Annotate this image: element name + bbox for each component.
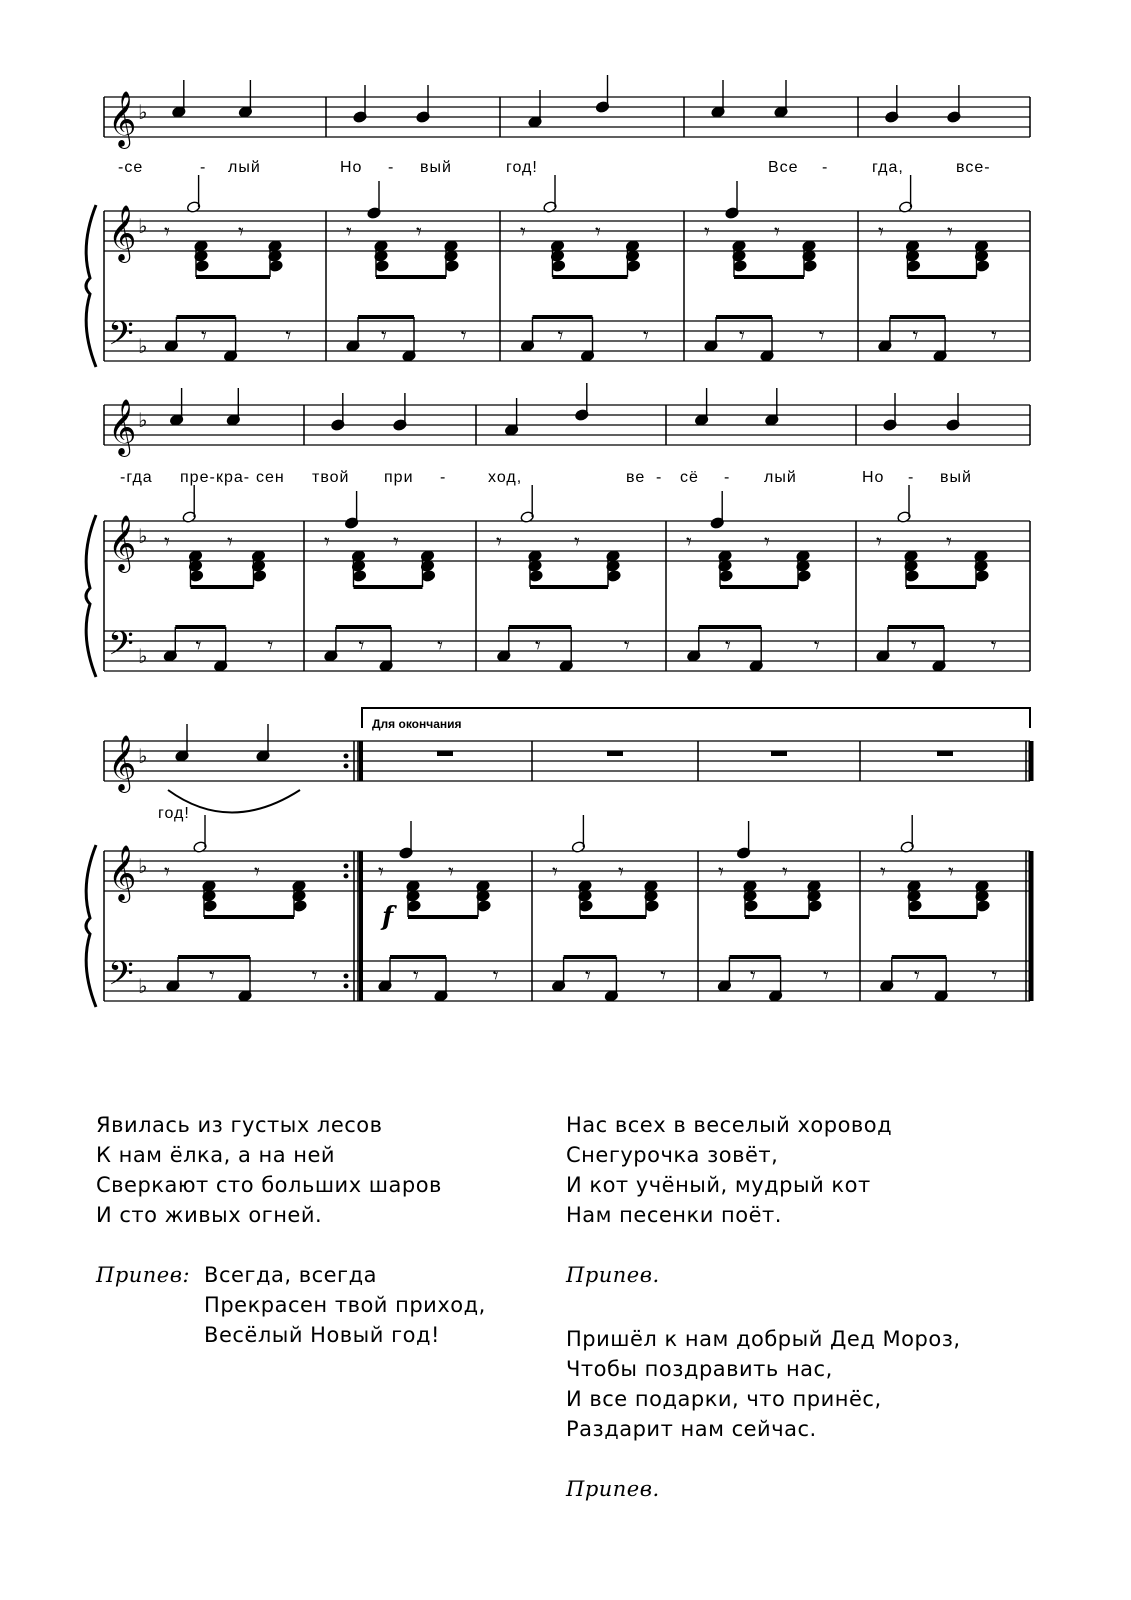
refrain-lines <box>204 1260 486 1350</box>
eighth-rest: 𝄾 <box>574 530 580 555</box>
verse-line: И сто живых огней. <box>96 1203 323 1227</box>
eighth-rest: 𝄾 <box>947 220 953 245</box>
lyric-syllable: Но <box>340 159 363 176</box>
note-head <box>269 260 283 273</box>
lyric-syllable: - <box>440 469 447 486</box>
eighth-rest: 𝄾 <box>876 530 882 555</box>
eighth-rest: 𝄾 <box>718 860 724 885</box>
note-head <box>908 900 922 913</box>
refrain-reference: Припев. <box>566 1477 660 1501</box>
eighth-rest: 𝄾 <box>496 530 502 555</box>
lyric-syllable: - <box>388 159 395 176</box>
note-head <box>189 570 203 583</box>
eighth-rest: 𝄾 <box>990 634 997 659</box>
ending-label: Для окончания <box>372 717 462 731</box>
treble-clef: 𝄞 <box>108 91 137 147</box>
note-head <box>797 570 811 583</box>
lyric-syllable: - <box>656 469 663 486</box>
notes <box>108 75 1030 1002</box>
whole-rest <box>771 751 787 756</box>
note-head <box>645 900 659 913</box>
eighth-rest: 𝄾 <box>822 964 829 989</box>
dynamic-forte: f <box>382 902 394 932</box>
verse-line: Чтобы поздравить нас, <box>566 1357 833 1381</box>
note-head <box>352 570 366 583</box>
note-head <box>906 260 920 273</box>
refrain-reference: Припев. <box>566 1263 660 1287</box>
note-head <box>808 900 822 913</box>
lyric-syllable: лый <box>764 469 797 486</box>
bass-clef: 𝄢 <box>108 625 134 671</box>
eighth-rest: 𝄾 <box>227 530 233 555</box>
note-head <box>551 260 565 273</box>
eighth-rest: 𝄾 <box>492 964 499 989</box>
lyric-syllable: ход, <box>488 469 523 486</box>
lyric-syllable: год! <box>506 159 538 176</box>
verse-line: И кот учёный, мудрый кот <box>566 1173 871 1197</box>
eighth-rest: 𝄾 <box>164 530 170 555</box>
note-head <box>579 900 593 913</box>
verse-line: Явилась из густых лесов <box>96 1113 383 1137</box>
flat-key-signature: ♭ <box>138 100 148 124</box>
lyric-syllable: лый <box>228 159 261 176</box>
lyric-syllable: Но <box>862 469 885 486</box>
flat-key-signature: ♭ <box>138 974 148 998</box>
verse-line: Раздарит нам сейчас. <box>566 1417 817 1441</box>
lyric-syllable: Все <box>768 159 799 176</box>
treble-clef: 𝄞 <box>108 515 137 571</box>
eighth-rest: 𝄾 <box>254 860 260 885</box>
note-head <box>803 260 817 273</box>
eighth-rest: 𝄾 <box>914 964 920 989</box>
eighth-rest: 𝄾 <box>164 220 170 245</box>
flat-key-signature: ♭ <box>138 854 148 878</box>
repeat-dot <box>344 764 349 769</box>
eighth-rest: 𝄾 <box>618 860 624 885</box>
treble-clef: 𝄞 <box>108 205 137 261</box>
eighth-rest: 𝄾 <box>267 634 274 659</box>
note-head <box>252 570 266 583</box>
lyric-syllable: - <box>908 469 915 486</box>
eighth-rest: 𝄾 <box>381 324 387 349</box>
eighth-rest: 𝄾 <box>378 860 384 885</box>
eighth-rest: 𝄾 <box>660 964 667 989</box>
refrain <box>96 1260 486 1350</box>
eighth-rest: 𝄾 <box>164 860 170 885</box>
repeat-dot <box>344 754 349 759</box>
eighth-rest: 𝄾 <box>704 220 710 245</box>
lyric-syllable: - <box>822 159 829 176</box>
note-head <box>477 900 491 913</box>
eighth-rest: 𝄾 <box>520 220 526 245</box>
note-head <box>375 260 389 273</box>
eighth-rest: 𝄾 <box>460 324 467 349</box>
eighth-rest: 𝄾 <box>739 324 745 349</box>
note-head <box>975 260 989 273</box>
note-head <box>293 900 307 913</box>
note-head <box>975 570 989 583</box>
eighth-rest: 𝄾 <box>912 324 919 349</box>
lyric-syllable: вый <box>420 159 452 176</box>
verse-line: Нас всех в веселый хоровод <box>566 1113 893 1137</box>
eighth-rest: 𝄾 <box>201 324 207 349</box>
system-2-lyrics <box>120 469 972 486</box>
flat-key-signature: ♭ <box>138 644 148 668</box>
verse-line: Пришёл к нам добрый Дед Мороз, <box>566 1327 961 1351</box>
note-head <box>607 570 621 583</box>
eighth-rest: 𝄾 <box>686 530 692 555</box>
refrain-label: Припев: <box>96 1263 191 1287</box>
piano-brace <box>86 845 96 1007</box>
eighth-rest: 𝄾 <box>764 530 770 555</box>
eighth-rest: 𝄾 <box>413 964 419 989</box>
note-head <box>203 900 217 913</box>
piano-brace <box>86 515 96 677</box>
eighth-rest: 𝄾 <box>750 964 756 989</box>
eighth-rest: 𝄾 <box>358 634 365 659</box>
ending-bracket <box>362 708 1030 728</box>
verse-line: Сверкают сто больших шаров <box>96 1173 442 1197</box>
lyric-syllable: кра- <box>216 469 251 486</box>
lyric-syllable: - <box>200 159 207 176</box>
eighth-rest: 𝄾 <box>346 220 352 245</box>
flat-key-signature: ♭ <box>138 408 148 432</box>
eighth-rest: 𝄾 <box>311 964 318 989</box>
note-head <box>626 260 640 273</box>
whole-rest <box>607 751 623 756</box>
eighth-rest: 𝄾 <box>535 634 541 659</box>
treble-clef: 𝄞 <box>108 845 137 901</box>
note-head <box>905 570 919 583</box>
verse-3 <box>566 1324 961 1444</box>
repeat-dot <box>344 864 349 869</box>
eighth-rest: 𝄾 <box>195 634 202 659</box>
flat-key-signature: ♭ <box>138 214 148 238</box>
verse-line: И все подарки, что принёс, <box>566 1387 882 1411</box>
whole-rest <box>437 751 453 756</box>
lyric-syllable: ве <box>626 469 646 486</box>
note-head <box>719 570 733 583</box>
system-1-lyrics <box>118 159 991 176</box>
lyric-syllable: - <box>724 469 731 486</box>
note-head <box>445 260 459 273</box>
flat-key-signature: ♭ <box>138 744 148 768</box>
eighth-rest: 𝄾 <box>946 530 952 555</box>
eighth-rest: 𝄾 <box>393 530 399 555</box>
lyric-syllable: сен <box>256 469 285 486</box>
verses-right-column <box>566 1110 961 1538</box>
eighth-rest: 𝄾 <box>774 220 780 245</box>
eighth-rest: 𝄾 <box>585 964 591 989</box>
flat-key-signature: ♭ <box>138 334 148 358</box>
flat-key-signature: ♭ <box>138 524 148 548</box>
eighth-rest: 𝄾 <box>991 324 998 349</box>
note-head <box>976 900 990 913</box>
eighth-rest: 𝄾 <box>880 860 886 885</box>
note-head <box>407 900 421 913</box>
eighth-rest: 𝄾 <box>818 324 825 349</box>
verse-line: Снегурочка зовёт, <box>566 1143 779 1167</box>
eighth-rest: 𝄾 <box>813 634 820 659</box>
verse-line: К нам ёлка, а на ней <box>96 1143 336 1167</box>
repeat-dot <box>344 874 349 879</box>
verse-line: Нам песенки поёт. <box>566 1203 782 1227</box>
lyric-syllable: -се <box>118 159 144 176</box>
note-head <box>733 260 747 273</box>
eighth-rest: 𝄾 <box>725 634 731 659</box>
eighth-rest: 𝄾 <box>991 964 998 989</box>
lyric-syllable: пре- <box>180 469 216 486</box>
note-head <box>529 570 543 583</box>
lyric-syllable: гда, <box>872 159 904 176</box>
lyric-syllable: твой <box>312 469 350 486</box>
eighth-rest: 𝄾 <box>911 634 917 659</box>
treble-clef: 𝄞 <box>108 735 137 791</box>
eighth-rest: 𝄾 <box>324 530 330 555</box>
lyric-syllable: все- <box>956 159 991 176</box>
verse-1 <box>96 1110 486 1230</box>
verses-left-column <box>96 1110 486 1350</box>
lyric-syllable: сё <box>680 469 699 486</box>
lyric-syllable: при <box>384 469 414 486</box>
note-head <box>195 260 209 273</box>
lyric-syllable: вый <box>940 469 972 486</box>
eighth-rest: 𝄾 <box>416 220 422 245</box>
refrain-line: Весёлый Новый год! <box>204 1323 440 1347</box>
verse-2 <box>566 1110 961 1230</box>
bass-clef: 𝄢 <box>108 955 134 1001</box>
eighth-rest: 𝄾 <box>238 220 244 245</box>
eighth-rest: 𝄾 <box>552 860 558 885</box>
repeat-dot <box>344 974 349 979</box>
refrain-line: Прекрасен твой приход, <box>204 1293 486 1317</box>
eighth-rest: 𝄾 <box>209 964 215 989</box>
eighth-rest: 𝄾 <box>643 324 649 349</box>
refrain-line: Всегда, всегда <box>204 1263 377 1287</box>
eighth-rest: 𝄾 <box>948 860 954 885</box>
eighth-rest: 𝄾 <box>782 860 788 885</box>
repeat-dot <box>344 984 349 989</box>
eighth-rest: 𝄾 <box>437 634 444 659</box>
eighth-rest: 𝄾 <box>878 220 884 245</box>
note-head <box>744 900 758 913</box>
eighth-rest: 𝄾 <box>623 634 630 659</box>
eighth-rest: 𝄾 <box>448 860 454 885</box>
whole-rest <box>937 751 953 756</box>
treble-clef: 𝄞 <box>108 399 137 455</box>
eighth-rest: 𝄾 <box>595 220 601 245</box>
bass-clef: 𝄢 <box>108 315 134 361</box>
eighth-rest: 𝄾 <box>557 324 564 349</box>
eighth-rest: 𝄾 <box>285 324 292 349</box>
lyric-syllable: -гда <box>120 469 153 486</box>
lyric-syllable: год! <box>158 805 190 822</box>
note-head <box>421 570 435 583</box>
piano-brace <box>86 205 96 367</box>
